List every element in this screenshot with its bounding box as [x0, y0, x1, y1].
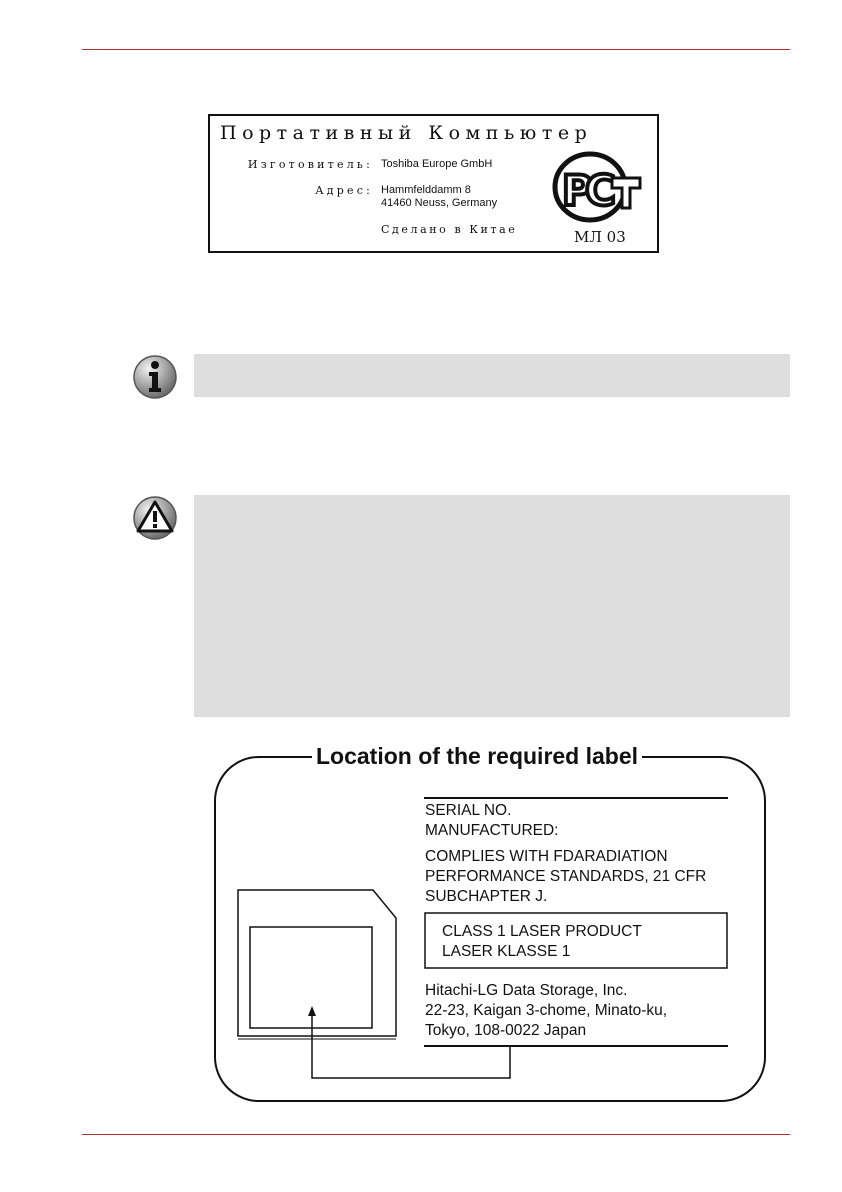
- label-location-title: Location of the required label: [312, 743, 642, 770]
- svg-text:P: P: [562, 166, 593, 215]
- compliance-line-2: PERFORMANCE STANDARDS, 21 CFR: [425, 868, 707, 885]
- address-line-2: 41460 Neuss, Germany: [381, 197, 498, 209]
- footer-rule: [82, 1134, 790, 1135]
- maker-line-1: Hitachi-LG Data Storage, Inc.: [425, 982, 628, 999]
- manufacturer-label: Изготовитель:: [247, 158, 373, 171]
- manufactured-text: MANUFACTURED:: [425, 822, 559, 839]
- made-in-text: Сделано в Китае: [381, 223, 518, 236]
- compliance-line-3: SUBCHAPTER J.: [425, 888, 548, 905]
- info-icon: [132, 354, 178, 400]
- laser-class-line-2: LASER KLASSE 1: [442, 943, 571, 960]
- certification-code: МЛ 03: [574, 228, 626, 246]
- header-rule: [82, 49, 790, 50]
- compliance-line-1: COMPLIES WITH FDARADIATION: [425, 848, 668, 865]
- maker-line-3: Tokyo, 108-0022 Japan: [425, 1022, 587, 1039]
- manufacturer-value: Toshiba Europe GmbH: [381, 158, 493, 170]
- warning-note-panel: [194, 495, 790, 717]
- russian-certification-label: [208, 114, 659, 253]
- serial-number-text: SERIAL NO.: [425, 802, 512, 819]
- svg-text:C: C: [585, 166, 616, 215]
- address-label: Адрес:: [315, 184, 373, 197]
- label-title: Портативный Компьютер: [220, 122, 593, 144]
- info-note-panel: [194, 354, 790, 397]
- laser-class-line-1: CLASS 1 LASER PRODUCT: [442, 923, 642, 940]
- address-line-1: Hammfelddamm 8: [381, 184, 471, 196]
- maker-line-2: 22-23, Kaigan 3-chome, Minato-ku,: [425, 1002, 668, 1019]
- warning-icon: [132, 495, 178, 541]
